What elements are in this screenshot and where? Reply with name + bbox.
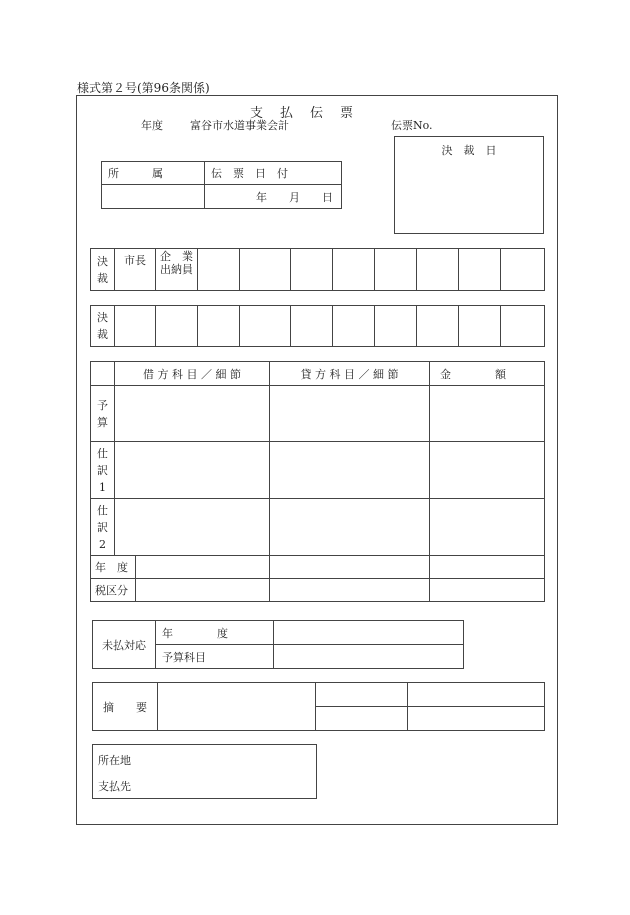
summary-cell[interactable] (408, 707, 545, 731)
approval-cell[interactable] (333, 249, 375, 291)
approval-cell[interactable] (333, 306, 375, 347)
approval-mayor[interactable]: 市長 (115, 249, 156, 291)
year-row-label: 年 度 (91, 556, 136, 579)
approval-date-box[interactable] (394, 136, 544, 234)
approval-cell[interactable] (156, 306, 198, 347)
entry2-credit-field[interactable] (270, 499, 430, 556)
year-debit-field[interactable] (136, 556, 270, 579)
summary-cell[interactable] (316, 707, 408, 731)
approval-cell[interactable] (375, 306, 417, 347)
summary-cell[interactable] (408, 683, 545, 707)
approval-table-2 (90, 305, 545, 347)
department-date-table (101, 161, 342, 209)
unpaid-year-label: 年 度 (156, 621, 274, 645)
approval-cell[interactable] (240, 306, 291, 347)
unpaid-table (92, 620, 464, 669)
unpaid-label: 未払対応 (93, 621, 156, 669)
approval-cell[interactable] (115, 306, 156, 347)
year-amount-field[interactable] (430, 556, 545, 579)
summary-field[interactable] (158, 683, 316, 731)
approval-cell[interactable] (291, 306, 333, 347)
summary-table (92, 682, 545, 731)
approval-table-1 (90, 248, 545, 291)
voucher-title: 支 払 伝 票 (250, 106, 356, 121)
entry1-debit-field[interactable] (115, 442, 270, 499)
credit-header: 貸 方 科 目 ／ 細 節 (270, 362, 430, 386)
approval-cell[interactable] (240, 249, 291, 291)
account-name: 富谷市水道事業会計 (190, 119, 289, 132)
approval-cell[interactable] (375, 249, 417, 291)
tax-debit-field[interactable] (136, 579, 270, 602)
approval-cell[interactable] (501, 306, 545, 347)
unpaid-budget-label: 予算科目 (156, 645, 274, 669)
approval-label-1: 決 裁 (91, 249, 115, 291)
amount-header: 金 額 (430, 362, 545, 386)
debit-header: 借 方 科 目 ／ 細 節 (115, 362, 270, 386)
approval-cell[interactable] (417, 306, 459, 347)
approval-label-2: 決 裁 (91, 306, 115, 347)
entry1-amount-field[interactable] (430, 442, 545, 499)
approval-treasurer[interactable]: 企 業 出納員 (156, 249, 198, 291)
summary-cell[interactable] (316, 683, 408, 707)
year-credit-field[interactable] (270, 556, 430, 579)
approval-cell[interactable] (198, 249, 240, 291)
journal-table (90, 361, 545, 602)
budget-debit-field[interactable] (115, 386, 270, 442)
tax-row-label: 税区分 (91, 579, 136, 602)
approval-cell[interactable] (459, 249, 501, 291)
entry1-row-label: 仕 訳 1 (91, 442, 115, 499)
voucher-date-header: 伝 票 日 付 (205, 162, 342, 185)
approval-cell[interactable] (291, 249, 333, 291)
entry2-debit-field[interactable] (115, 499, 270, 556)
unpaid-budget-field[interactable] (274, 645, 464, 669)
budget-row-label: 予 算 (91, 386, 115, 442)
budget-credit-field[interactable] (270, 386, 430, 442)
journal-corner (91, 362, 115, 386)
approval-cell[interactable] (501, 249, 545, 291)
form-number: 様式第２号(第96条関係) (77, 81, 210, 95)
entry2-amount-field[interactable] (430, 499, 545, 556)
approval-cell[interactable] (459, 306, 501, 347)
tax-amount-field[interactable] (430, 579, 545, 602)
approval-cell[interactable] (198, 306, 240, 347)
voucher-no-label: 伝票No. (391, 119, 433, 132)
unpaid-year-field[interactable] (274, 621, 464, 645)
approval-date-label: 決 裁 日 (441, 144, 497, 157)
payee-box[interactable] (92, 744, 317, 799)
budget-amount-field[interactable] (430, 386, 545, 442)
voucher-date-field[interactable]: 年 月 日 (205, 185, 342, 209)
tax-credit-field[interactable] (270, 579, 430, 602)
department-field[interactable] (102, 185, 205, 209)
entry1-credit-field[interactable] (270, 442, 430, 499)
fiscal-year-label: 年度 (141, 119, 163, 132)
location-label: 所在地 (98, 754, 131, 767)
approval-cell[interactable] (417, 249, 459, 291)
department-header: 所 属 (102, 162, 205, 185)
entry2-row-label: 仕 訳 2 (91, 499, 115, 556)
summary-label: 摘 要 (93, 683, 158, 731)
payee-label: 支払先 (98, 780, 131, 793)
